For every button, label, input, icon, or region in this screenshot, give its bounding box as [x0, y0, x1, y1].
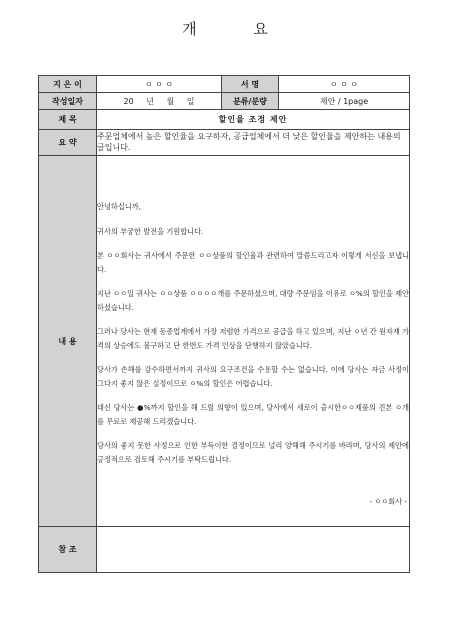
date-value: 20 년 월 일	[97, 93, 222, 110]
content-label: 내 용	[39, 156, 97, 527]
author-row	[39, 76, 410, 93]
document-title: 개 요	[182, 20, 294, 38]
content-row	[39, 156, 410, 527]
body-paragraph: 당사의 좋지 못한 사정으로 인한 부득이한 결정이므로 널리 양해해 주시기를 바라며, 당사의 제안에 긍정적으로 검토해 주시기를 부탁드립니다.	[97, 441, 409, 464]
reference-label: 참 조	[39, 527, 97, 573]
summary-row	[39, 130, 410, 156]
signature-label: 서 명	[222, 76, 279, 93]
signature-value: ㅇ ㅇ ㅇ	[279, 76, 410, 93]
overview-form-table	[38, 75, 410, 573]
body-paragraph: 당사가 손해를 감수하면서까지 귀사의 요구조건을 수용할 수는 없습니다. 이에 당사는 자금 사정이 그다지 좋지 않은 실정이므로 ㅇ%의 할인은 어렵습니다.	[97, 365, 409, 388]
author-label: 지 은 이	[39, 76, 97, 93]
date-label: 작성일자	[39, 93, 97, 110]
signoff-text: - ㅇㅇ회사 -	[369, 497, 407, 507]
category-label: 분류/분량	[222, 93, 279, 110]
category-value: 제안 / 1page	[279, 93, 410, 110]
subject-label: 제 목	[39, 110, 97, 130]
body-paragraph: 본 ㅇㅇ회사는 귀사에서 주문한 ㅇㅇ상품의 할인율과 관련하여 말씀드리고자 이렇게 서신을 보냅니다.	[97, 251, 409, 274]
subject-value: 할인율 조정 제안	[97, 110, 410, 130]
body-paragraph: 대신 당사는 ●%까지 할인을 해 드릴 의향이 있으며, 당사에서 새로이 출시한ㅇㅇ제품의 견본 ㅇ개를 무료로 제공해 드리겠습니다.	[97, 403, 409, 426]
reference-value	[97, 527, 410, 573]
subject-row	[39, 110, 410, 130]
summary-value: 주문업체에서 높은 할인율을 요구하자, 공급업체에서 더 낮은 할인율을 제안하는 내용의 글입니다.	[97, 130, 410, 156]
greeting-text: 안녕하십니까,	[97, 202, 141, 212]
blessing-text: 귀사의 부궁한 발전을 기원합니다.	[97, 226, 204, 236]
author-value: ㅇ ㅇ ㅇ	[97, 76, 222, 93]
date-row	[39, 93, 410, 110]
body-paragraph: 지난 ㅇㅇ일 귀사는 ㅇㅇ상품 ㅇㅇㅇㅇ개를 주문하셨으며, 대량 주문임을 이유로 ㅇ%의 할인을 제안하셨습니다.	[97, 289, 409, 312]
reference-row	[39, 527, 410, 573]
body-paragraph: 그러나 당사는 현재 동종업계에서 가장 저렴한 가격으로 공급을 하고 있으며, 지난 ㅇ년 간 원자재 가격의 상승에도 불구하고 단 한번도 가격 인상을 단행하지 않았습니다.	[97, 327, 409, 350]
content-body	[97, 156, 410, 527]
summary-label: 요 약	[39, 130, 97, 156]
